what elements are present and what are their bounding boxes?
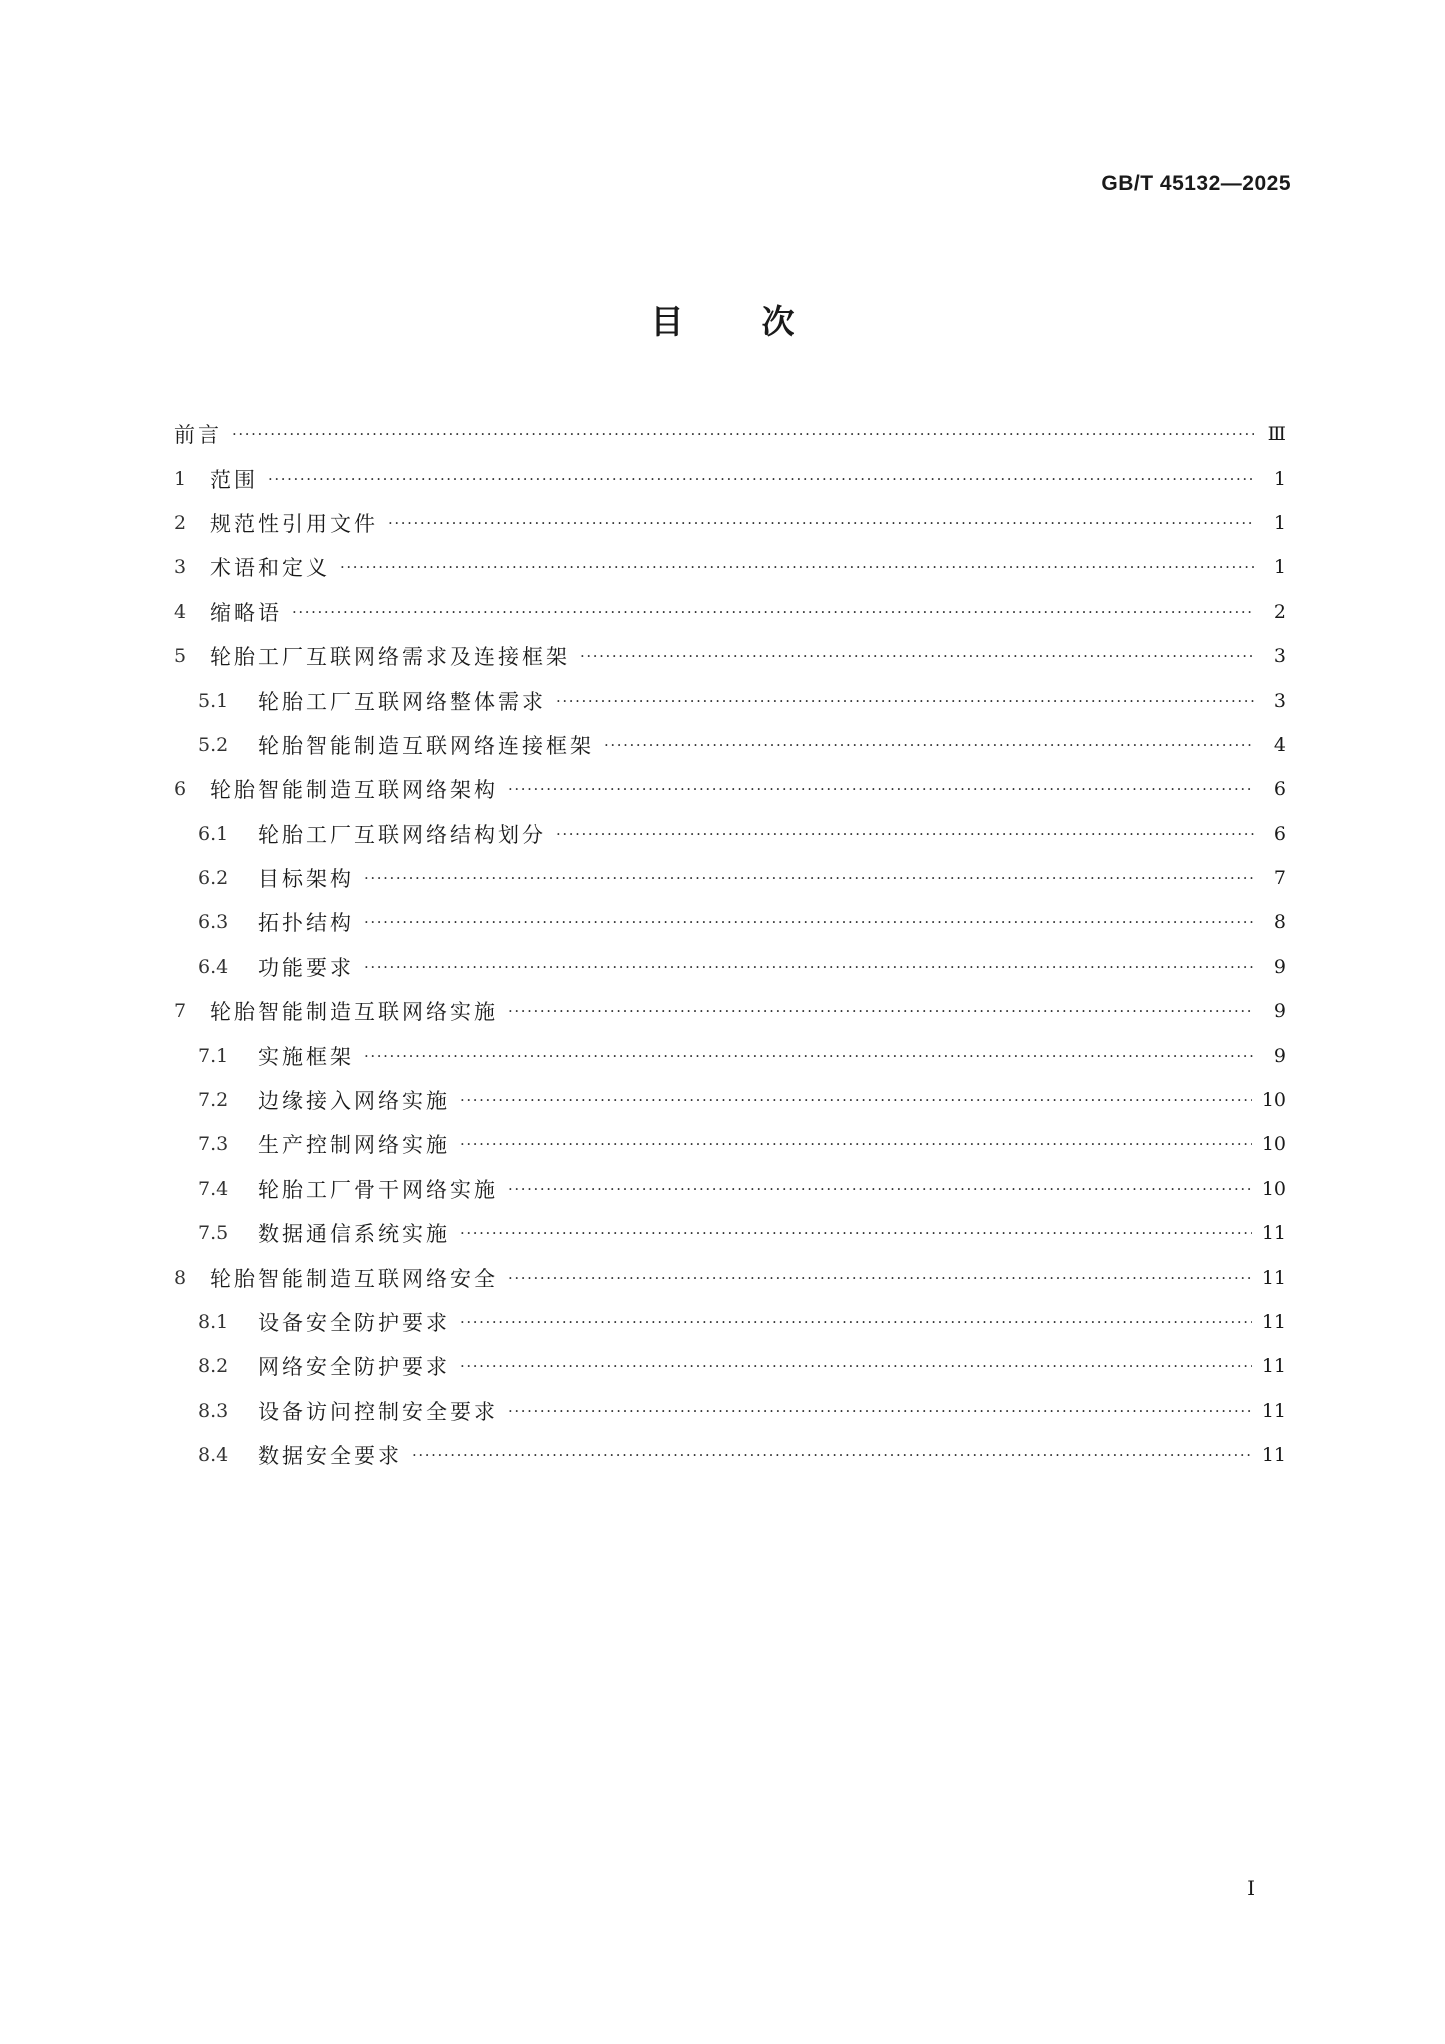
- dot-leader: [460, 1089, 1252, 1111]
- toc-entry-label: 轮胎智能制造互联网络连接框架: [258, 733, 594, 758]
- toc-entry[interactable]: [174, 1389, 1286, 1433]
- toc-entry-page: 8: [1273, 911, 1286, 934]
- dot-leader: [508, 1000, 1254, 1022]
- toc-entry-number: 8: [174, 1266, 187, 1289]
- toc-entry-page: Ⅲ: [1267, 423, 1286, 446]
- toc-entry-page: 1: [1273, 467, 1286, 490]
- dot-leader: [268, 468, 1254, 490]
- toc-entry-page: 6: [1273, 822, 1286, 845]
- toc-entry[interactable]: [174, 1033, 1286, 1077]
- toc-entry-number: 5.1: [198, 689, 229, 712]
- toc-entry[interactable]: [174, 678, 1286, 722]
- toc-entry-page: 9: [1273, 955, 1286, 978]
- toc-entry-page: 2: [1273, 600, 1286, 623]
- toc-entry-page: 10: [1261, 1089, 1286, 1112]
- toc-entry[interactable]: [174, 1167, 1286, 1211]
- dot-leader: [460, 1222, 1252, 1244]
- toc-entry-number: 7: [174, 1000, 187, 1023]
- toc-entry-page: 3: [1273, 645, 1286, 668]
- toc-entry[interactable]: [174, 545, 1286, 589]
- toc-entry[interactable]: [174, 412, 1286, 456]
- toc-entry-page: 11: [1261, 1266, 1286, 1289]
- toc-entry-number: 6.4: [198, 955, 229, 978]
- toc-entry-label: 轮胎工厂互联网络结构划分: [258, 822, 546, 847]
- dot-leader: [388, 512, 1254, 534]
- toc-entry-label: 目标架构: [258, 867, 354, 892]
- toc-entry-page: 4: [1273, 733, 1286, 756]
- toc-entry-number: 2: [174, 511, 187, 534]
- toc-entry[interactable]: [174, 856, 1286, 900]
- page-title: 目次: [650, 302, 873, 341]
- toc-entry[interactable]: [174, 945, 1286, 989]
- dot-leader: [364, 956, 1254, 978]
- toc-entry-label: 拓扑结构: [258, 911, 354, 936]
- toc-entry-label: 规范性引用文件: [210, 511, 378, 536]
- toc-entry-page: 3: [1273, 689, 1286, 712]
- standard-number: GB/T 45132—2025: [1101, 172, 1291, 195]
- page-number: I: [1247, 1876, 1255, 1900]
- toc-entry-label: 网络安全防护要求: [258, 1355, 450, 1380]
- toc-entry-page: 10: [1261, 1177, 1286, 1200]
- dot-leader: [460, 1133, 1252, 1155]
- toc-entry-page: 11: [1261, 1444, 1286, 1467]
- toc-entry-label: 功能要求: [258, 955, 354, 980]
- toc-entry-number: 6: [174, 778, 187, 801]
- toc-entry-number: 8.2: [198, 1355, 229, 1378]
- toc-entry-label: 实施框架: [258, 1044, 354, 1069]
- dot-leader: [556, 823, 1254, 845]
- toc-entry-label: 前言: [174, 423, 222, 448]
- dot-leader: [460, 1355, 1252, 1377]
- toc-entry-label: 数据安全要求: [258, 1444, 402, 1469]
- dot-leader: [508, 778, 1254, 800]
- toc-entry-page: 7: [1273, 867, 1286, 890]
- dot-leader: [556, 690, 1254, 712]
- toc-entry-number: 7.5: [198, 1222, 229, 1245]
- toc-entry[interactable]: [174, 1078, 1286, 1122]
- toc-entry[interactable]: [174, 1344, 1286, 1388]
- dot-leader: [292, 601, 1254, 623]
- toc-entry-number: 5.2: [198, 733, 229, 756]
- toc-entry-number: 7.3: [198, 1133, 229, 1156]
- toc-entry-page: 10: [1261, 1133, 1286, 1156]
- toc-entry-label: 轮胎智能制造互联网络架构: [210, 778, 498, 803]
- toc-entry[interactable]: [174, 501, 1286, 545]
- toc-entry[interactable]: [174, 1122, 1286, 1166]
- toc-entry-page: 9: [1273, 1044, 1286, 1067]
- toc-entry-number: 3: [174, 556, 187, 579]
- toc-entry-number: 7.4: [198, 1177, 229, 1200]
- toc-entry-label: 边缘接入网络实施: [258, 1089, 450, 1114]
- toc-entry-label: 生产控制网络实施: [258, 1133, 450, 1158]
- toc-entry[interactable]: [174, 1211, 1286, 1255]
- toc-entry-number: 8.1: [198, 1311, 229, 1333]
- toc-entry[interactable]: [174, 1255, 1286, 1299]
- toc-entry[interactable]: [174, 1300, 1286, 1344]
- toc-entry[interactable]: [174, 1433, 1286, 1477]
- toc-entry-number: 6.3: [198, 911, 229, 934]
- toc-entry-page: 9: [1273, 1000, 1286, 1023]
- toc-entry-number: 5: [174, 645, 187, 668]
- toc-entry-number: 4: [174, 600, 187, 623]
- dot-leader: [460, 1311, 1252, 1333]
- toc-entry[interactable]: [174, 989, 1286, 1033]
- dot-leader: [364, 911, 1254, 933]
- toc-entry-label: 设备访问控制安全要求: [258, 1399, 498, 1424]
- dot-leader: [340, 556, 1254, 578]
- toc-entry-number: 7.2: [198, 1089, 229, 1112]
- toc-entry-number: 8.3: [198, 1399, 229, 1422]
- dot-leader: [508, 1178, 1252, 1200]
- toc-entry-label: 范围: [210, 467, 258, 492]
- toc-entry[interactable]: [174, 456, 1286, 500]
- dot-leader: [364, 867, 1254, 889]
- toc-entry[interactable]: [174, 590, 1286, 634]
- toc-entry-number: 6.2: [198, 867, 229, 890]
- toc-entry-label: 轮胎智能制造互联网络实施: [210, 1000, 498, 1025]
- dot-leader: [232, 423, 1254, 445]
- toc-entry-label: 轮胎工厂骨干网络实施: [258, 1177, 498, 1202]
- toc-entry-page: 6: [1273, 778, 1286, 801]
- toc-entry-label: 设备安全防护要求: [258, 1311, 450, 1335]
- toc-entry-label: 轮胎工厂互联网络整体需求: [258, 689, 546, 714]
- toc-entry-page: 11: [1261, 1222, 1286, 1245]
- toc-entry-number: 1: [174, 467, 187, 490]
- toc-entry-page: 1: [1273, 556, 1286, 579]
- toc-entry-page: 11: [1261, 1355, 1286, 1378]
- toc-entry-label: 轮胎工厂互联网络需求及连接框架: [210, 645, 570, 670]
- toc-entry[interactable]: [174, 723, 1286, 767]
- table-of-contents: [174, 412, 1286, 1477]
- toc-entry-label: 轮胎智能制造互联网络安全: [210, 1266, 498, 1291]
- toc-entry-number: 7.1: [198, 1044, 229, 1067]
- toc-entry-label: 数据通信系统实施: [258, 1222, 450, 1247]
- toc-entry-page: 11: [1261, 1311, 1286, 1333]
- toc-entry-label: 缩略语: [210, 600, 282, 625]
- dot-leader: [412, 1444, 1252, 1466]
- dot-leader: [580, 645, 1254, 667]
- toc-entry-label: 术语和定义: [210, 556, 330, 581]
- toc-entry-number: 8.4: [198, 1444, 229, 1467]
- toc-entry[interactable]: [174, 634, 1286, 678]
- dot-leader: [604, 734, 1254, 756]
- toc-entry-number: 6.1: [198, 822, 229, 845]
- toc-entry[interactable]: [174, 767, 1286, 811]
- toc-entry-page: 11: [1261, 1399, 1286, 1422]
- toc-entry-page: 1: [1273, 511, 1286, 534]
- dot-leader: [364, 1045, 1254, 1067]
- toc-entry[interactable]: [174, 812, 1286, 856]
- dot-leader: [508, 1400, 1252, 1422]
- dot-leader: [508, 1267, 1252, 1289]
- toc-entry[interactable]: [174, 900, 1286, 944]
